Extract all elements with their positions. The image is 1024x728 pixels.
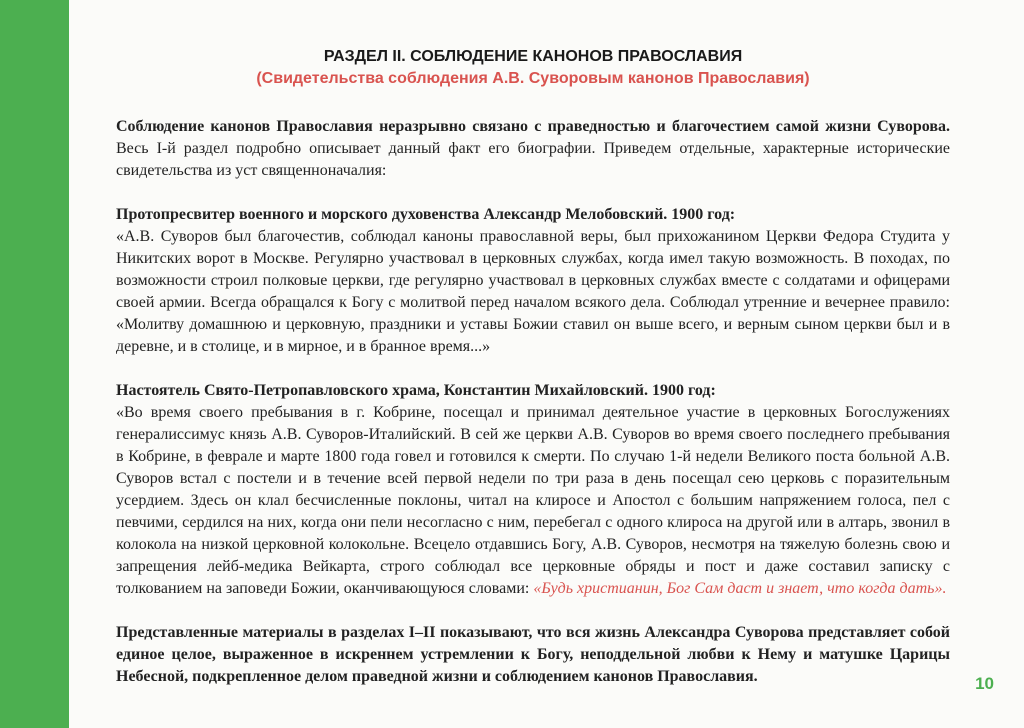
testimony2-quote: «Будь христианин, Бог Сам даст и знает, что когда дать». (533, 580, 947, 597)
section-subtitle: (Свидетельства соблюдения А.В. Суворовым канонов Православия) (256, 70, 810, 87)
conclusion-paragraph: Представленные материалы в разделах I–II показывают, что вся жизнь Александра Суворова представляет собой единое целое, выраженное в искреннем устремлении к Богу, неподдельной любви к Нему и матушке Царицы Небесной, подкрепленное делом праведной жизни и соблюдением канонов Православия. (116, 624, 950, 685)
page-number: 10 (975, 674, 994, 693)
sidebar-accent-bar (0, 0, 69, 728)
testimony2-paragraph (116, 402, 950, 600)
intro-paragraph (116, 116, 950, 182)
testimony2-author: Настоятель Свято-Петропавловского храма, Константин Михайловский. 1900 год: (116, 382, 716, 399)
page-content (116, 46, 950, 688)
testimony1-author: Протопресвитер военного и морского духовенства Александр Мелобовский. 1900 год: (116, 206, 736, 223)
testimony2-text: «Во время своего пребывания в г. Кобрине, посещал и принимал деятельное участие в церковных Богослужениях генералиссимус князь А.В. Суворов-Италийский. В сей же церкви А.В. Суворов во время своего последнего пребывания в Кобрине, в феврале и марте 1800 года говел и готовился к смерти. По случаю 1-й недели Великого поста больной А.В. Суворов встал с постели и в течение всей первой недели по три раза в день посещал сею церковь с поразительным усердием. Здесь он клал бесчисленные поклоны, читал на клиросе и Апостол с большим напряжением голоса, пел с певчими, сердился на них, когда они пели несогласно с ним, перебегал с одного клироса на другой или в алтарь, звонил в колокола на низкой церковной колокольне. Всецело отдавшись Богу, А.В. Суворов, несмотря на тяжелую болезнь свою и запрещения лейб-медика Вейкарта, строго соблюдал все церковные обряды и пост и даже составил записку с толкованием на заповеди Божии, оканчивающуюся словами: (116, 404, 950, 597)
testimony1-text: «А.В. Суворов был благочестив, соблюдал каноны православной веры, был прихожанином Церкви Федора Студита у Никитских ворот в Москве. Регулярно участвовал в церковных службах, когда имел такую возможность. В походах, по возможности строил полковые церкви, где регулярно участвовал в церковных службах вместе с солдатами и офицерами своей армии. Всегда обращался к Богу с молитвой перед началом всякого дела. Соблюдал утренние и вечернее правило: «Молитву домашнюю и церковную, праздники и уставы Божии ставил он выше всего, и верным сыном церкви был и в деревне, и в столице, и в мирное, и в бранное время...» (116, 228, 950, 355)
intro-text: Весь I-й раздел подробно описывает данный факт его биографии. Приведем отдельные, характерные исторические свидетельства из уст священноначалия: (116, 140, 950, 179)
intro-lead: Соблюдение канонов Православия неразрывно связано с праведностью и благочестием самой жизни Суворова. (116, 118, 950, 135)
section-title: РАЗДЕЛ II. СОБЛЮДЕНИЕ КАНОНОВ ПРАВОСЛАВИЯ (323, 48, 743, 65)
